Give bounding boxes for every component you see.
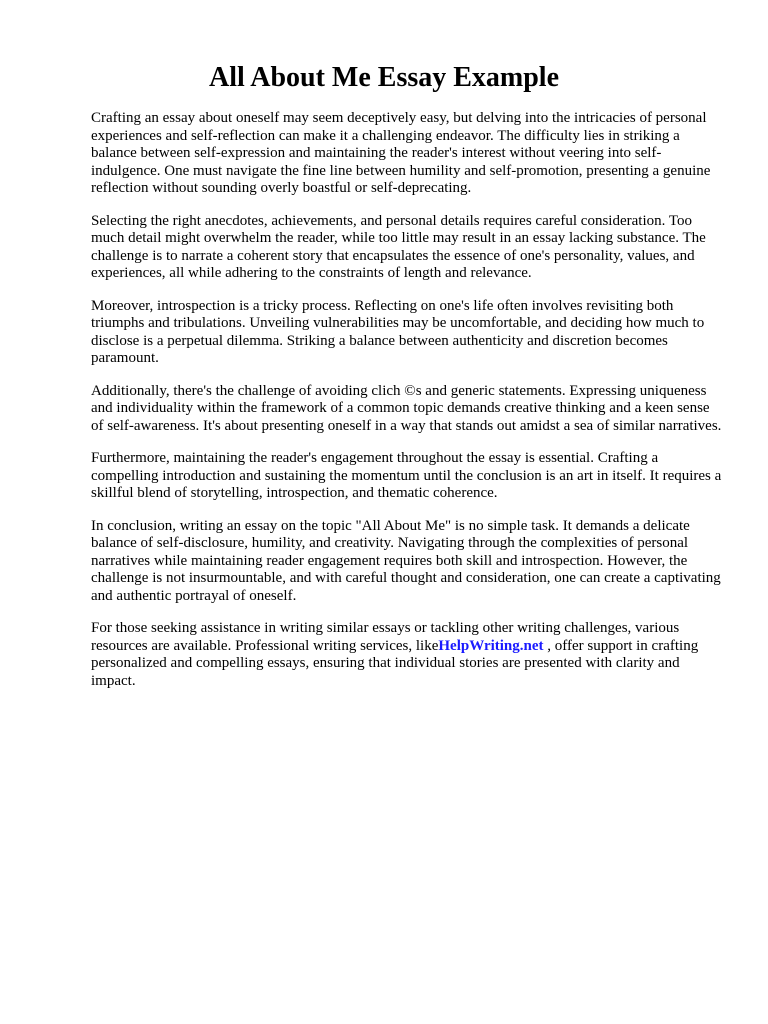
paragraph-4: Additionally, there's the challenge of avoiding clich ©s and generic statements. Expressing uniqueness and individuality within the framework of a common topic demands creative thinking and a keen sense of self-awareness. It's about presenting oneself in a way that stands out amidst a sea of similar narratives. <box>91 382 722 434</box>
helpwriting-link[interactable]: HelpWriting.net <box>438 637 544 654</box>
paragraph-6: In conclusion, writing an essay on the topic "All About Me" is no simple task. It demands a delicate balance of self-disclosure, humility, and creativity. Navigating through the complexities of personal narratives while maintaining reader engagement requires both skill and introspection. However, the challenge is not insurmountable, and with careful thought and consideration, one can create a captivating and authentic portrayal of oneself. <box>91 517 721 604</box>
paragraph-7 <box>91 620 723 690</box>
paragraph-7-before-link: For those seeking assistance in writing similar essays or tackling other writing challenges, various resources are available. Professional writing services, like <box>91 620 680 654</box>
page-title: All About Me Essay Example <box>208 62 560 93</box>
paragraph-3: Moreover, introspection is a tricky process. Reflecting on one's life often involves revisiting both triumphs and tribulations. Unveiling vulnerabilities may be uncomfortable, and deciding how much to disclose is a perpetual dilemma. Striking a balance between authenticity and discretion becomes paramount. <box>91 297 705 366</box>
paragraph-2: Selecting the right anecdotes, achievements, and personal details requires careful consideration. Too much detail might overwhelm the reader, while too little may result in an essay lacking substance. The challenge is to narrate a coherent story that encapsulates the essence of one's personality, values, and experiences, all while adhering to the constraints of length and relevance. <box>91 212 706 281</box>
essay-body <box>91 110 723 705</box>
paragraph-1: Crafting an essay about oneself may seem deceptively easy, but delving into the intricacies of personal experiences and self-reflection can make it a challenging endeavor. The difficulty lies in striking a balance between self-expression and maintaining the reader's interest without veering into self-indulgence. One must navigate the fine line between humility and self-promotion, presenting a genuine reflection without sounding overly boastful or self-deprecating. <box>91 110 711 196</box>
paragraph-5: Furthermore, maintaining the reader's engagement throughout the essay is essential. Crafting a compelling introduction and sustaining the momentum until the conclusion is an art in itself. It requires a skillful blend of storytelling, introspection, and thematic coherence. <box>91 450 722 501</box>
paragraph-7-after-link: , offer support in crafting personalized and compelling essays, ensuring that individual stories are presented with clarity and impact. <box>91 637 699 689</box>
